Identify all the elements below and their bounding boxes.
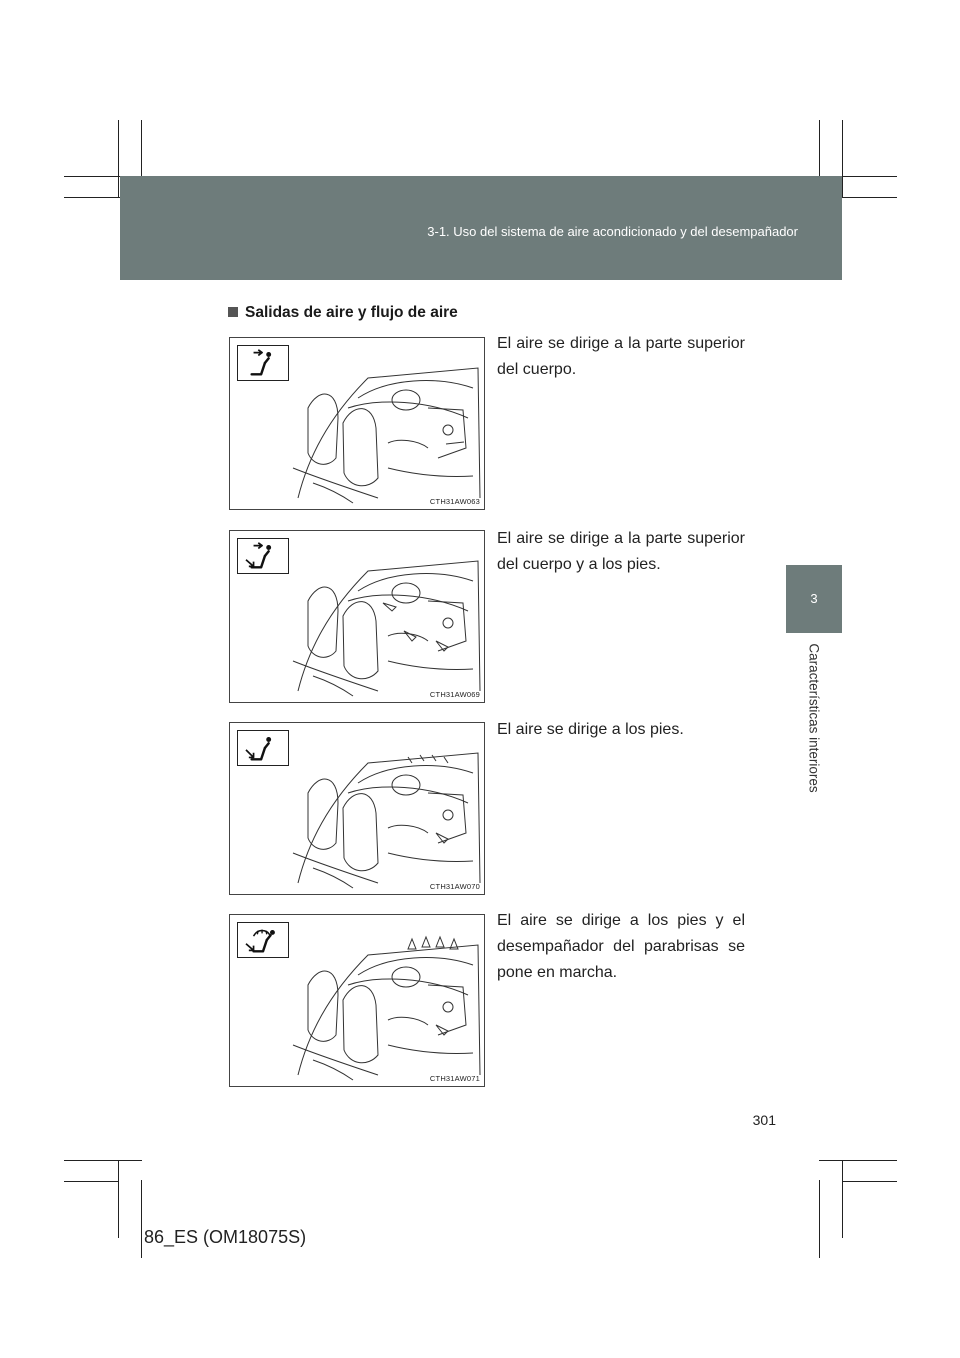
chapter-number: 3 (810, 591, 818, 606)
crop-mark (64, 1160, 142, 1161)
crop-mark (819, 1160, 897, 1161)
square-bullet-icon (228, 307, 238, 317)
crop-mark (842, 1181, 897, 1182)
figure-code: CTH31AW070 (429, 882, 480, 891)
figure-code: CTH31AW063 (429, 497, 480, 506)
chapter-tab (786, 565, 842, 633)
figure-feet-defroster-mode (229, 914, 485, 1087)
feet-and-defroster-icon (237, 922, 289, 958)
chapter-title: 3-1. Uso del sistema de aire acondicionado y del desempañador (427, 224, 798, 239)
chapter-label: Características interiores (806, 643, 822, 793)
feet-vent-icon (237, 730, 289, 766)
figure-feet-mode (229, 722, 485, 895)
mode-description: El aire se dirige a los pies y el desempañador del parabrisas se pone en marcha. (497, 912, 745, 981)
crop-mark (64, 1181, 118, 1182)
car-interior-illustration (288, 348, 484, 508)
car-interior-illustration (288, 925, 484, 1085)
page-number: 301 (752, 1112, 776, 1128)
crop-mark (819, 1180, 820, 1258)
face-and-feet-vent-icon (237, 538, 289, 574)
section-heading (228, 304, 458, 322)
mode-description: El aire se dirige a la parte superior del cuerpo y a los pies. (497, 530, 745, 573)
figure-code: CTH31AW071 (429, 1074, 480, 1083)
crop-mark (141, 1180, 142, 1258)
crop-mark (118, 1160, 119, 1238)
chapter-header (120, 176, 842, 280)
section-heading-text: Salidas de aire y flujo de aire (245, 304, 458, 321)
face-vent-icon (237, 345, 289, 381)
crop-mark (118, 120, 119, 198)
mode-description: El aire se dirige a los pies. (497, 721, 684, 738)
crop-mark (842, 1160, 843, 1238)
crop-mark (842, 120, 843, 198)
car-interior-illustration (288, 541, 484, 701)
car-interior-illustration (288, 733, 484, 893)
document-code: 86_ES (OM18075S) (144, 1227, 307, 1247)
figure-face-mode (229, 337, 485, 510)
figure-code: CTH31AW069 (429, 690, 480, 699)
mode-description: El aire se dirige a la parte superior del cuerpo. (497, 335, 745, 378)
figure-face-feet-mode (229, 530, 485, 703)
